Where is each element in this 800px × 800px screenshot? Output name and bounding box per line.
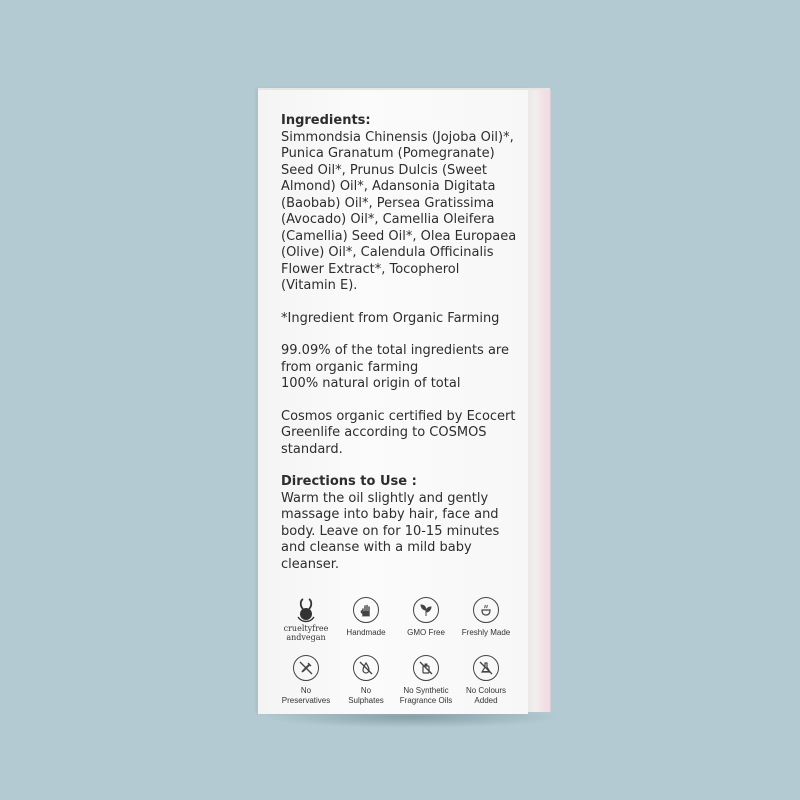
organic-percent: 99.09% of the total ingredients are from organic farming 100% natural origin of total <box>281 343 509 391</box>
badge-no-colours <box>456 655 516 705</box>
badge-freshly-made <box>456 597 516 642</box>
drop-slash-icon <box>353 655 379 681</box>
badge-label: Handmade <box>346 628 386 637</box>
badge-label: No Preservatives <box>281 686 331 705</box>
badge-cruelty-free <box>276 597 336 642</box>
box-top-edge <box>258 88 550 90</box>
badge-handmade <box>336 597 396 642</box>
badge-row <box>276 597 516 642</box>
badge-gmo-free <box>396 597 456 642</box>
cauldron-icon <box>473 597 499 623</box>
leaf-icon <box>413 597 439 623</box>
directions-text: Warm the oil slightly and gently massage into baby hair, face and body. Leave on for 10-15 minutes and cleanse with a mild baby cleanser. <box>281 490 500 572</box>
dropper-slash-icon <box>293 655 319 681</box>
bottle-slash-icon <box>413 655 439 681</box>
badge-no-preservatives <box>276 655 336 705</box>
badge-row <box>276 655 516 705</box>
organic-note: *Ingredient from Organic Farming <box>281 310 500 326</box>
hand-icon <box>353 597 379 623</box>
badge-label: Freshly Made <box>461 628 511 637</box>
ingredients-heading: Ingredients: <box>281 113 371 128</box>
flask-slash-icon <box>473 655 499 681</box>
label-text <box>281 113 529 573</box>
badge-label: No Colours Added <box>465 686 506 705</box>
box-side-panel <box>526 90 551 712</box>
bunny-icon <box>294 597 318 623</box>
certification-text: Cosmos organic certified by Ecocert Greenlife according to COSMOS standard. <box>281 408 516 457</box>
badge-no-synthetic-fragrance <box>396 655 456 705</box>
badge-label: No Sulphates <box>348 686 384 705</box>
ingredients-list: Simmondsia Chinensis (Jojoba Oil)*, Punica Granatum (Pomegranate) Seed Oil*, Prunus Dulcis (Sweet Almond) Oil*, Adansonia Digitata (Baobab) Oil*, Persea Gratissima (Avocado) Oil*, Camellia Oleifera (Camellia) Seed Oil*, Olea Europaea (Olive) Oil*, Calendula Officinalis Flower Extract*, Tocopherol (Vitamin E). <box>281 129 517 293</box>
badge-label: GMO Free <box>407 628 445 637</box>
badge-no-sulphates <box>336 655 396 705</box>
badges <box>276 597 526 705</box>
directions-heading: Directions to Use : <box>281 474 417 489</box>
badge-label: No Synthetic Fragrance Oils <box>399 686 453 705</box>
badge-label: crueltyfree andvegan <box>283 624 329 642</box>
